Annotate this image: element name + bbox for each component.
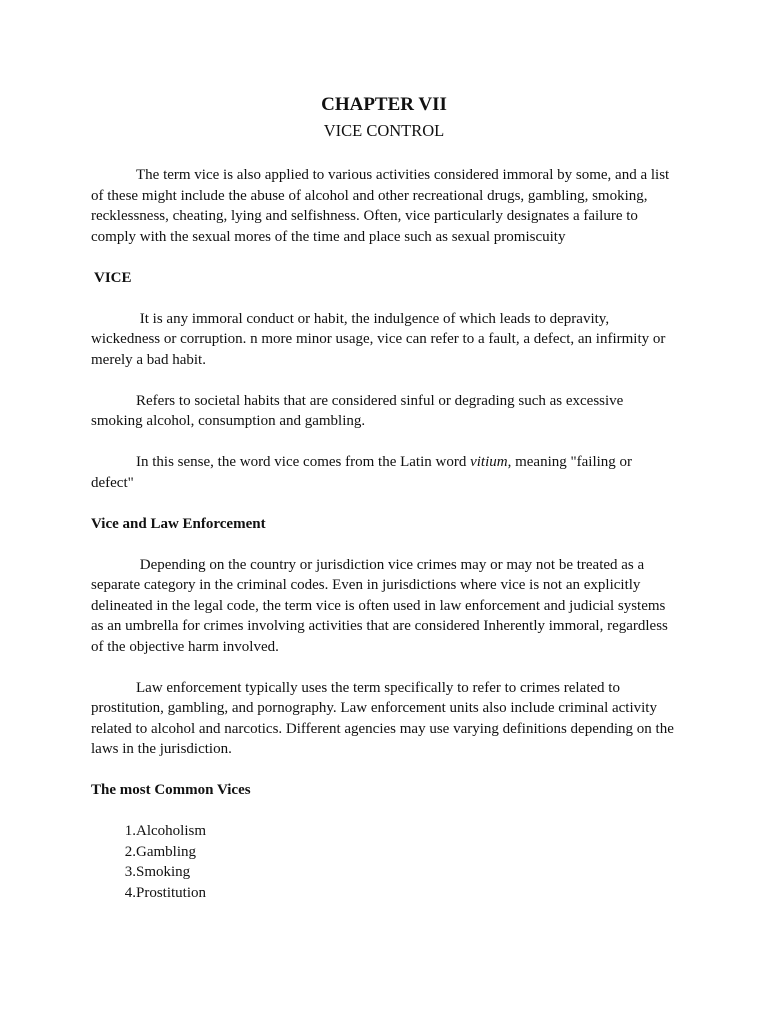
law-enforcement-paragraph-2: Law enforcement typically uses the term specifically to refer to crimes related to prostitution, gambling, and pornography. Law enforcement units also include criminal activity related to alcohol and narcotics. Different agencies may use varying definitions depending on the laws in the jurisdiction. [91,679,674,757]
vice-definition-paragraph: It is any immoral conduct or habit, the indulgence of which leads to depravity, wickedness or corruption. n more minor usage, vice can refer to a fault, a defect, an infirmity or merely a bad habit. [91,310,670,368]
list-item [91,842,677,863]
list-item [91,862,677,883]
list-item-label: Smoking [136,864,191,880]
latin-origin-paragraph [91,452,677,493]
societal-habits-paragraph: Refers to societal habits that are considered sinful or degrading such as excessive smoking alcohol, consumption and gambling. [91,392,624,429]
common-vices-list [91,821,677,903]
document-body [91,93,677,903]
list-item-label: Prostitution [136,884,207,901]
chapter-title: CHAPTER VII [321,94,447,115]
list-item-label: Gambling [136,843,196,860]
list-item-number: 3. [124,864,136,880]
list-item-label: Alcoholism [136,823,206,839]
list-item-number: 1. [124,823,136,839]
law-enforcement-paragraph-1: Depending on the country or jurisdiction vice crimes may or may not be treated as a separate category in the criminal codes. Even in jurisdictions where vice is not an explicitly delineated in the legal code, the term vice is often used in law enforcement and judicial systems as an umbrella for crimes involving activities that are considered Inherently immoral, regardless of the objective harm involved. [91,556,672,655]
intro-paragraph: The term vice is also applied to various activities considered immoral by some, and a list of these might include the abuse of alcohol and other recreational drugs, gambling, smoking, recklessness, cheating, lying and selfishness. Often, vice particularly designates a failure to comply with the sexual mores of the time and place such as sexual promiscuity [91,167,670,245]
latin-origin-text-before: In this sense, the word vice comes from the Latin word [136,454,471,470]
list-item-number: 2. [124,843,136,860]
law-enforcement-heading: Vice and Law Enforcement [91,515,266,532]
latin-word: vitium [470,454,508,470]
vice-heading: VICE [94,269,132,286]
list-item-number: 4. [124,884,136,901]
list-item [91,821,677,842]
chapter-subtitle: VICE CONTROL [323,121,445,140]
latin-origin-text-after: , meaning "failing or defect" [91,454,633,491]
common-vices-heading: The most Common Vices [91,782,251,798]
list-item [91,883,677,904]
